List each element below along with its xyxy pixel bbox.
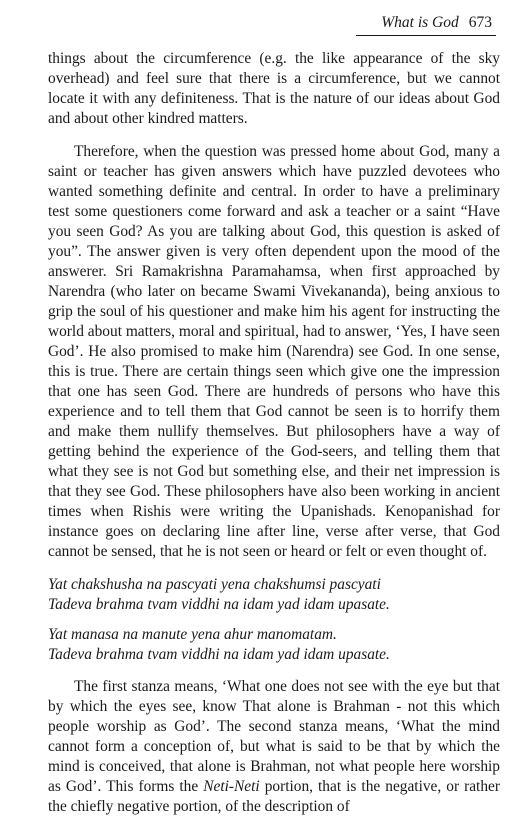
paragraph-text: The first stanza means, ‘What one does not see with the eye but that by which the eyes see, know That alone is Brahman - not this which people worship as God’. The second stanza means, ‘What the mind cannot form a conception of, but what is said to be that by which the mind is conceived, that alone is Brahman, not what people here worship as God’. This forms the xyxy=(48,678,500,795)
emphasized-term: Neti-Neti xyxy=(203,778,260,795)
verse-line: Yat chakshusha na pascyati yena chakshumsi pascyati xyxy=(48,576,381,593)
verse-stanza-2 xyxy=(48,625,500,665)
verse-stanza-1 xyxy=(48,575,500,615)
header-rule xyxy=(356,35,496,36)
paragraph-text: portion, that is the negative, or rather the chiefly negative portion, of the description of xyxy=(48,778,500,815)
verse-block xyxy=(48,575,500,665)
page-body xyxy=(48,49,500,817)
running-head-title: What is God xyxy=(381,14,459,31)
verse-line: Yat manasa na manute yena ahur manomatam. xyxy=(48,626,337,643)
verse-line: Tadeva brahma tvam viddhi na idam yad idam upasate. xyxy=(48,646,390,663)
running-head xyxy=(381,14,492,32)
verse-line: Tadeva brahma tvam viddhi na idam yad idam upasate. xyxy=(48,596,390,613)
page-number: 673 xyxy=(468,14,492,31)
paragraph xyxy=(48,677,500,817)
paragraph: Therefore, when the question was pressed home about God, many a saint or teacher has given answers which have puzzled devotees who wanted something definite and central. In order to have a preliminary test some questioners come forward and ask a teacher or a saint “Have you seen God? As you are talking about God, this question is asked of you”. The answer given is very often dependent upon the mood of the answerer. Sri Ramakrishna Paramahamsa, when first approached by Narendra (who later on became Swami Vivekananda), being anxious to grip the soul of his questioner and make him his agent for instructing the world about matters, moral and spiritual, had to answer, ‘Yes, I have seen God’. He also promised to make him (Narendra) see God. In one sense, this is true. There are certain things seen which give one the impression that one has seen God. There are hundreds of persons who have this experience and to tell them that God cannot be seen is to horrify them and make them nullify themselves. But philosophers have a way of getting behind the experience of the God-seers, and telling them that what they see is not God but something else, and their net impression is that they see God. These philosophers have also been working in ancient times when Rishis were writing the Upanishads. Kenopanishad for instance goes on declaring line after line, verse after verse, that God cannot be sensed, that he is not seen or heard or felt or even thought of. xyxy=(48,143,500,560)
paragraph-continued: things about the circumference (e.g. the like appearance of the sky overhead) and feel sure that there is a circumference, but we cannot locate it with any definiteness. That is the nature of our ideas about God and about other kindred matters. xyxy=(48,50,500,127)
